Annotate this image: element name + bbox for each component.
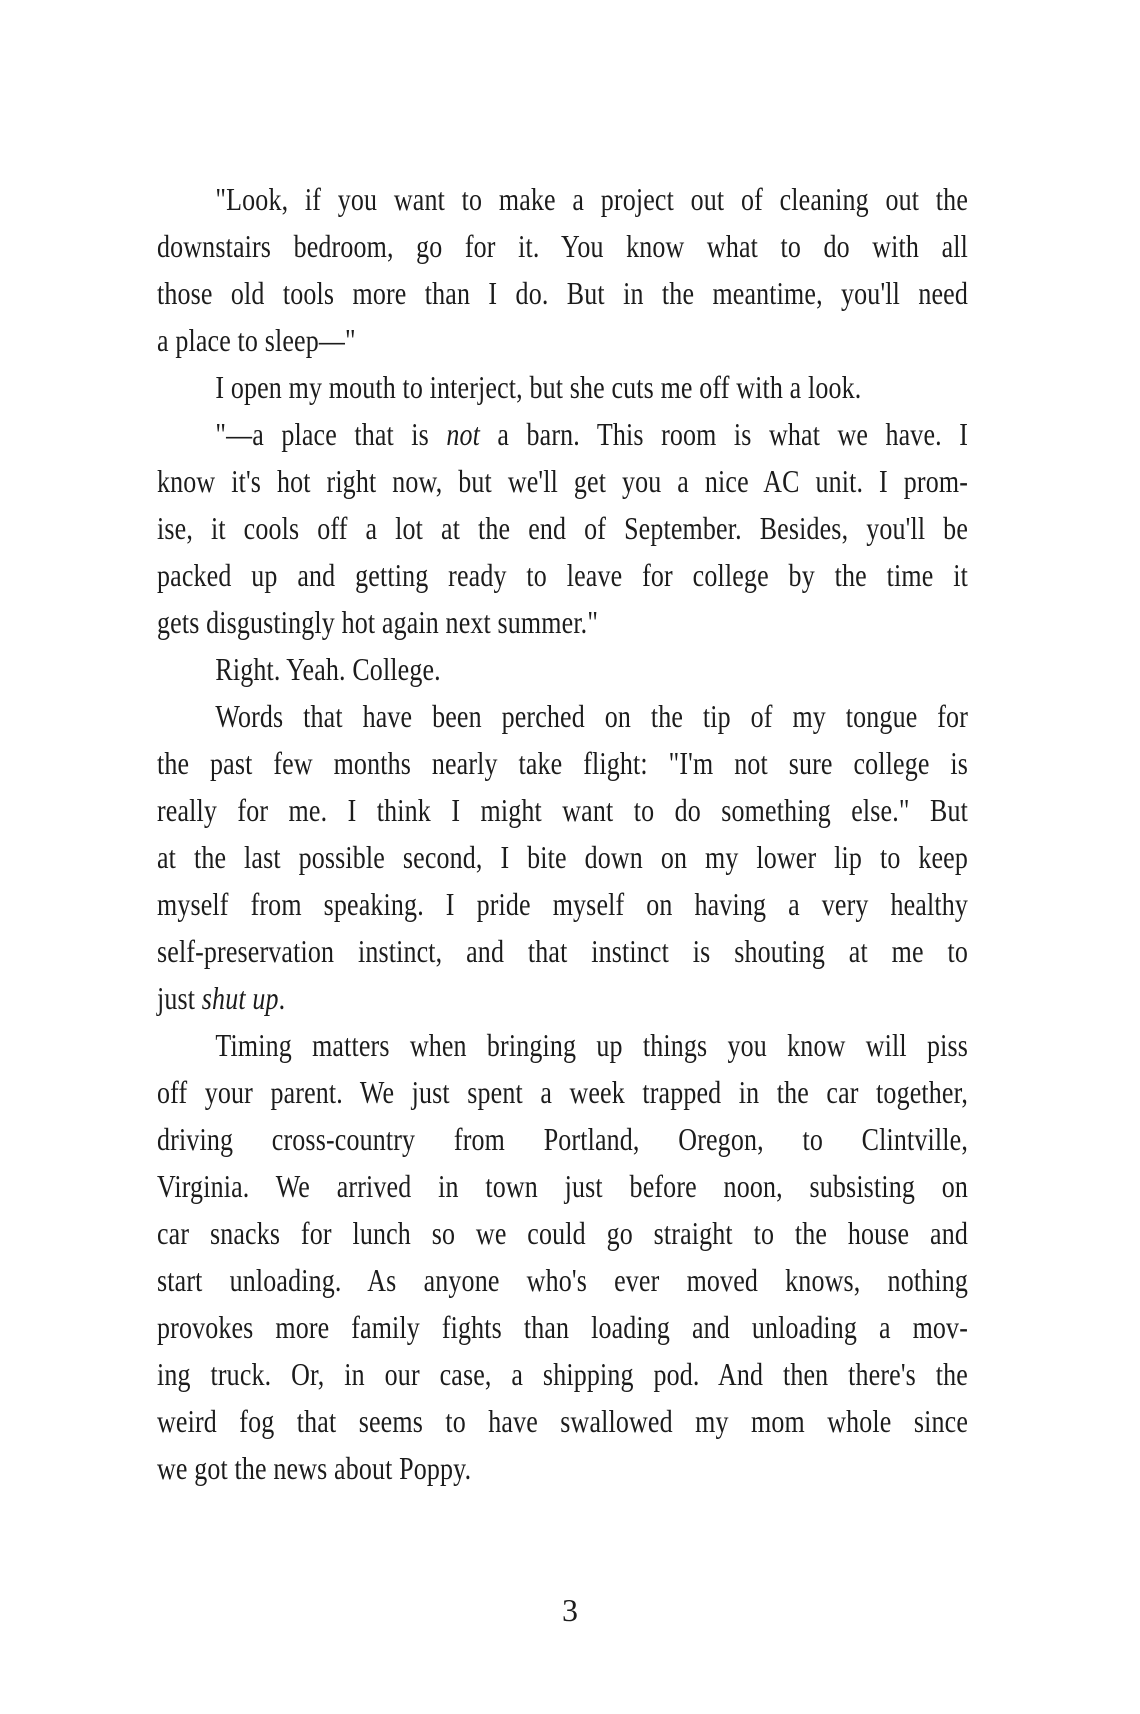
text-line <box>157 1116 968 1163</box>
paragraph <box>157 1022 968 1492</box>
text-line <box>157 1351 968 1398</box>
text-segment: a barn. This room is what we have. I <box>480 416 968 452</box>
italic-text: not <box>446 416 481 452</box>
text-line <box>157 740 968 787</box>
text-line <box>157 223 968 270</box>
text-segment: really for me. I think I might want to do something else." But <box>157 792 968 828</box>
text-line <box>157 646 968 693</box>
text-segment: ise, it cools off a lot at the end of September. Besides, you'll be <box>157 510 968 546</box>
text-line <box>157 1445 968 1492</box>
paragraph <box>157 176 968 364</box>
text-segment: ing truck. Or, in our case, a shipping pod. And then there's the <box>157 1356 968 1392</box>
text-segment: downstairs bedroom, go for it. You know what to do with all <box>157 228 968 264</box>
text-segment: gets disgustingly hot again next summer." <box>157 604 599 640</box>
text-segment: packed up and getting ready to leave for college by the time it <box>157 557 968 593</box>
text-segment: Virginia. We arrived in town just before noon, subsisting on <box>157 1168 968 1204</box>
text-segment: driving cross-country from Portland, Oregon, to Clintville, <box>157 1121 968 1157</box>
paragraph <box>157 646 968 693</box>
paragraph <box>157 411 968 646</box>
text-line <box>157 881 968 928</box>
text-line <box>157 1069 968 1116</box>
paragraph <box>157 693 968 1022</box>
text-segment: Right. Yeah. College. <box>215 651 441 687</box>
text-line <box>157 599 968 646</box>
text-segment: the past few months nearly take flight: "I'm not sure college is <box>157 745 968 781</box>
text-segment: start unloading. As anyone who's ever moved knows, nothing <box>157 1262 968 1298</box>
text-segment: just <box>157 980 202 1016</box>
text-line <box>157 270 968 317</box>
text-segment: weird fog that seems to have swallowed my mom whole since <box>157 1403 968 1439</box>
text-line <box>157 458 968 505</box>
text-segment: a place to sleep—" <box>157 322 356 358</box>
text-segment: self-preservation instinct, and that instinct is shouting at me to <box>157 933 968 969</box>
paragraph <box>157 364 968 411</box>
text-line <box>157 1210 968 1257</box>
text-segment: Timing matters when bringing up things you know will piss <box>215 1027 969 1063</box>
italic-text: shut up <box>201 980 279 1016</box>
text-segment: . <box>278 980 286 1016</box>
text-line <box>157 1163 968 1210</box>
text-line <box>157 1398 968 1445</box>
text-line <box>157 505 968 552</box>
text-line <box>157 552 968 599</box>
text-line <box>157 176 968 223</box>
text-segment: provokes more family fights than loading and unloading a mov- <box>157 1309 968 1345</box>
text-line <box>157 1257 968 1304</box>
text-line <box>157 834 968 881</box>
text-segment: Words that have been perched on the tip of my tongue for <box>215 698 969 734</box>
text-line <box>157 1304 968 1351</box>
text-segment: "Look, if you want to make a project out of cleaning out the <box>215 181 969 217</box>
text-line <box>157 928 968 975</box>
text-segment: car snacks for lunch so we could go straight to the house and <box>157 1215 968 1251</box>
page-number: 3 <box>562 1592 578 1628</box>
body-text <box>157 176 968 1492</box>
text-line <box>157 317 968 364</box>
text-segment: we got the news about Poppy. <box>157 1450 472 1486</box>
text-segment: those old tools more than I do. But in the meantime, you'll need <box>157 275 968 311</box>
text-segment: I open my mouth to interject, but she cuts me off with a look. <box>215 369 862 405</box>
text-segment: off your parent. We just spent a week trapped in the car together, <box>157 1074 968 1110</box>
text-line <box>157 411 968 458</box>
text-segment: myself from speaking. I pride myself on having a very healthy <box>157 886 968 922</box>
text-segment: "—a place that is <box>215 416 447 452</box>
text-line <box>157 975 968 1022</box>
text-line <box>157 364 968 411</box>
text-line <box>157 787 968 834</box>
text-segment: at the last possible second, I bite down on my lower lip to keep <box>157 839 968 875</box>
text-line <box>157 1022 968 1069</box>
text-segment: know it's hot right now, but we'll get you a nice AC unit. I prom- <box>157 463 968 499</box>
text-line <box>157 693 968 740</box>
